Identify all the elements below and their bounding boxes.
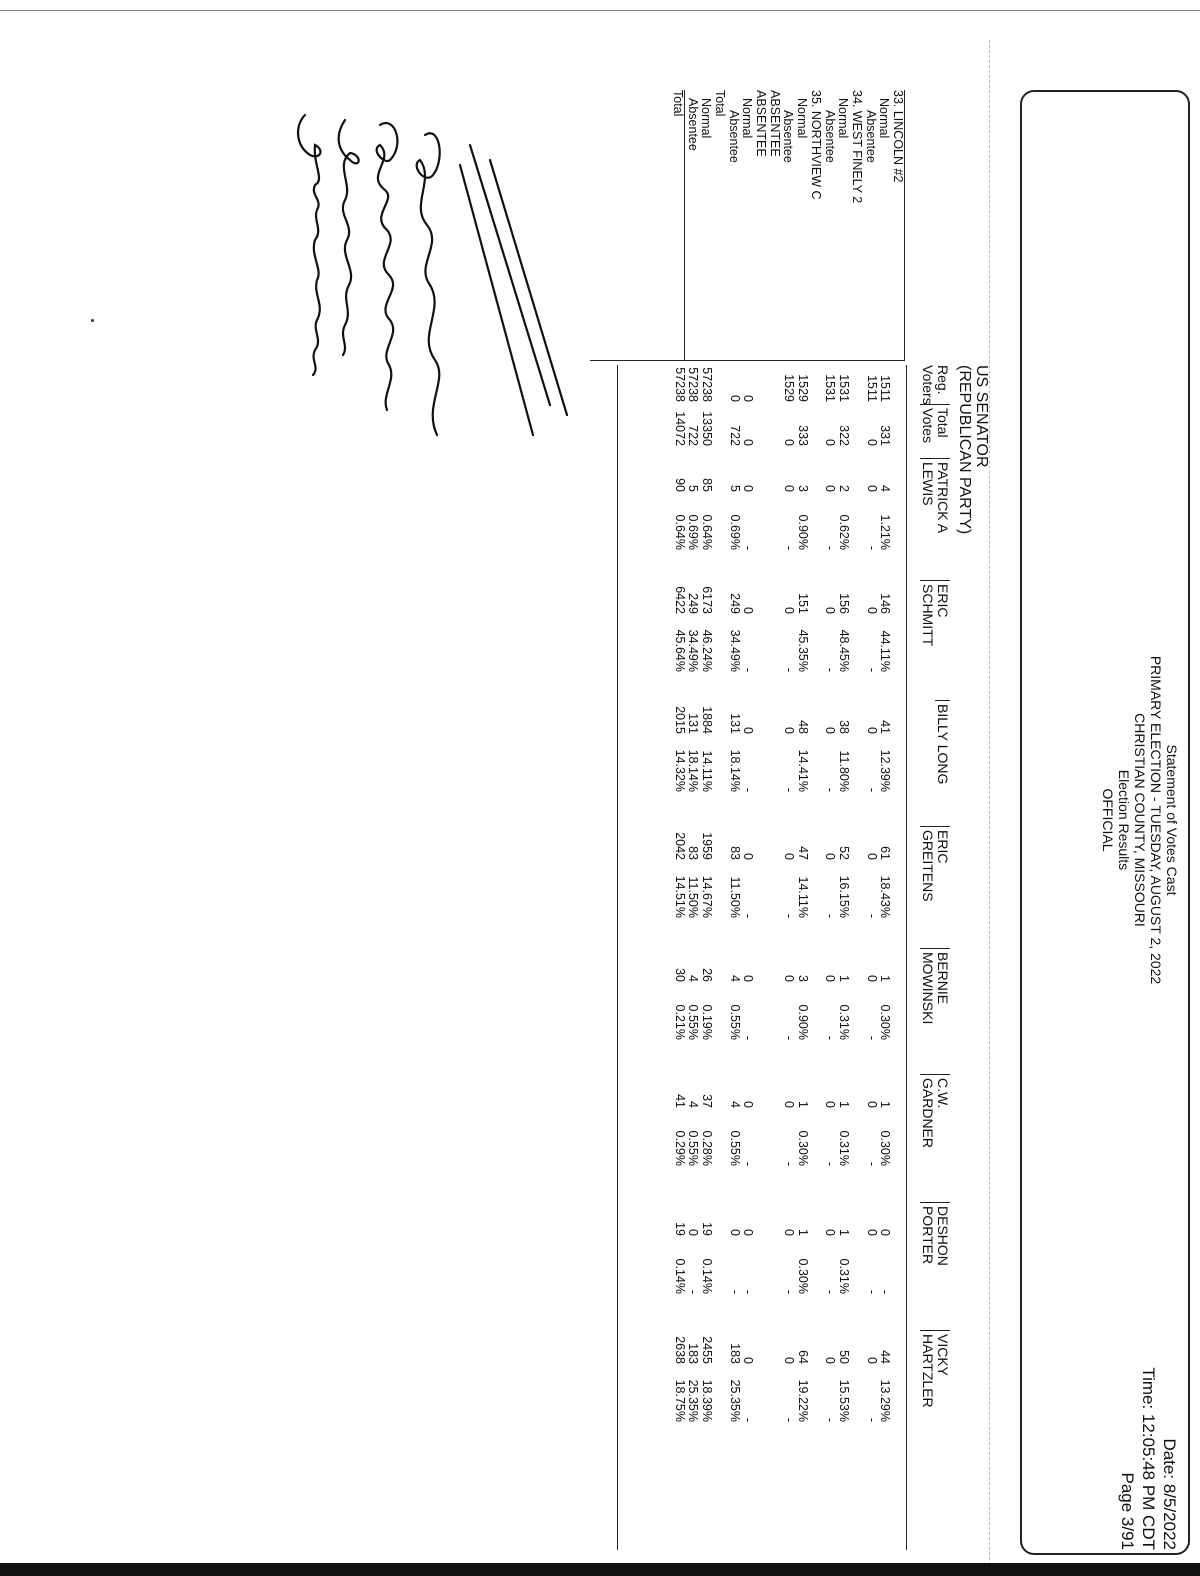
vote-count-cell: 44 (878, 1350, 893, 1364)
vote-count-cell: 47 (796, 846, 811, 860)
col-header-candidate: C.W. GARDNER (920, 1074, 950, 1148)
vote-percent-cell: 0.64% (672, 514, 687, 550)
reg-voters-cell: 1531 (823, 374, 838, 402)
row-label: ABSENTEE (767, 90, 782, 157)
vote-count-cell: 0 (823, 607, 838, 614)
vote-percent-cell: - (782, 545, 797, 550)
col-header-candidate: BERNIE MOWINSKI (920, 948, 950, 1024)
vote-percent-cell: - (823, 667, 838, 672)
report-meta (1117, 1290, 1180, 1550)
vote-percent-cell: - (782, 667, 797, 672)
signatures (265, 105, 585, 465)
vote-percent-cell: 0.30% (796, 1130, 811, 1166)
vote-count-cell: 1 (878, 975, 893, 982)
vote-percent-cell: - (782, 787, 797, 792)
row-label: 33. LINCOLN #2 (891, 90, 905, 183)
col-header-total-votes: Total Votes (920, 404, 950, 443)
vote-count-cell: 0 (864, 1101, 879, 1108)
vote-count-cell: 0 (741, 727, 756, 734)
vote-percent-cell: 14.51% (672, 875, 687, 918)
vote-count-cell: 5 (727, 485, 742, 492)
vote-count-cell: 249 (727, 593, 742, 614)
vote-count-cell: 4 (727, 1101, 742, 1108)
reg-voters-cell: 1531 (837, 374, 852, 402)
vote-count-cell: 1 (796, 1229, 811, 1236)
vote-count-cell: 1959 (700, 832, 715, 860)
vote-percent-cell: 11.80% (837, 750, 852, 792)
col-header-reg-voters: Reg. Voters (920, 365, 951, 405)
vote-count-cell: 249 (686, 593, 701, 614)
vote-percent-cell: - (864, 545, 879, 550)
vote-percent-cell: 0.31% (837, 1130, 852, 1166)
handwritten-signatures (265, 105, 585, 465)
vote-count-cell: 4 (878, 485, 893, 492)
vote-count-cell: 1 (837, 1229, 852, 1236)
report-title: Statement of Votes Cast (1164, 744, 1180, 896)
vote-percent-cell: - (741, 1035, 756, 1040)
vote-count-cell: 6422 (672, 586, 687, 614)
vote-percent-cell: 0.69% (686, 514, 701, 550)
vote-count-cell: 156 (837, 593, 852, 614)
total-votes-cell: 331 (878, 425, 893, 446)
vote-percent-cell: - (864, 667, 879, 672)
vote-percent-cell: - (878, 1289, 893, 1294)
total-votes-cell: 0 (741, 439, 756, 446)
vote-count-cell: 6173 (700, 586, 715, 614)
vote-percent-cell: 0.64% (700, 514, 715, 550)
vote-percent-cell: - (741, 667, 756, 672)
row-label: Normal (699, 98, 714, 139)
vote-count-cell: 183 (727, 1343, 742, 1364)
scan-bottom-edge (0, 1563, 1200, 1576)
vote-count-cell: 0 (782, 1357, 797, 1364)
total-votes-cell: 13350 (700, 411, 715, 446)
report-date: Date: 8/5/2022 (1160, 1438, 1179, 1550)
col-header-candidate: PATRICK A LEWIS (920, 458, 950, 533)
vote-percent-cell: 0.21% (672, 1004, 687, 1040)
row-label: 35. NORTHVIEW C (808, 90, 823, 200)
vote-percent-cell: 0.30% (878, 1004, 893, 1040)
vote-percent-cell: 25.35% (727, 1379, 742, 1422)
row-label: Normal (877, 98, 892, 139)
vote-percent-cell: - (823, 787, 838, 792)
vote-count-cell: 0 (741, 485, 756, 492)
vote-count-cell: 0 (782, 485, 797, 492)
reg-voters-cell: 0 (727, 395, 742, 402)
report-status: OFFICIAL (1100, 788, 1116, 852)
vote-percent-cell: - (823, 1035, 838, 1040)
vote-count-cell: 0 (727, 1229, 742, 1236)
vote-percent-cell: - (782, 913, 797, 918)
vote-percent-cell: 14.41% (796, 749, 811, 792)
vote-count-cell: 131 (686, 713, 701, 734)
total-votes-cell: 14072 (672, 411, 687, 446)
vote-percent-cell: 0.28% (700, 1130, 715, 1166)
vote-count-cell: 0 (782, 1229, 797, 1236)
vote-count-cell: 0 (823, 1357, 838, 1364)
row-labels (670, 90, 905, 360)
vote-count-cell: 0 (864, 1229, 879, 1236)
vote-percent-cell: 0.14% (700, 1258, 715, 1294)
row-label: 34. WEST FINELY 2 (849, 90, 864, 204)
vote-count-cell: 0 (782, 607, 797, 614)
vote-count-cell: 0 (741, 1229, 756, 1236)
vote-count-cell: 0 (864, 727, 879, 734)
divider (989, 40, 990, 1570)
row-label: Normal (740, 98, 755, 139)
vote-count-cell: 26 (700, 968, 715, 982)
vote-count-cell: 0 (823, 485, 838, 492)
vote-percent-cell: - (686, 1289, 701, 1294)
vote-count-cell: 61 (878, 846, 893, 860)
vote-count-cell: 0 (864, 607, 879, 614)
scan-top-edge (0, 0, 1200, 11)
vote-percent-cell: 14.11% (700, 750, 715, 792)
race-title (956, 365, 990, 534)
vote-count-cell: 0 (864, 1357, 879, 1364)
vote-count-cell: 0 (741, 1101, 756, 1108)
header-rule (906, 365, 907, 1550)
vote-percent-cell: - (823, 1417, 838, 1422)
vote-percent-cell: 0.55% (727, 1004, 742, 1040)
vote-percent-cell: 25.35% (686, 1379, 701, 1422)
reg-voters-cell: 0 (741, 395, 756, 402)
row-label: Normal (836, 98, 851, 139)
page-number: Page 3/91 (1118, 1472, 1137, 1550)
vote-count-cell: 3 (796, 975, 811, 982)
vote-percent-cell: - (864, 913, 879, 918)
vote-count-cell: 183 (686, 1343, 701, 1364)
vote-percent-cell: 46.24% (700, 629, 715, 672)
vote-percent-cell: - (782, 1289, 797, 1294)
vote-percent-cell: 11.50% (727, 876, 742, 918)
vote-count-cell: 0 (782, 975, 797, 982)
vote-percent-cell: 11.50% (686, 876, 701, 918)
vote-count-cell: 0 (878, 1229, 893, 1236)
row-label: Total (713, 90, 728, 117)
reg-voters-cell: 57238 (686, 367, 701, 402)
vote-count-cell: 151 (796, 593, 811, 614)
vote-count-cell: 146 (878, 593, 893, 614)
vote-percent-cell: 1.21% (878, 514, 893, 550)
vote-percent-cell: 18.75% (672, 1379, 687, 1422)
vote-count-cell: 50 (837, 1350, 852, 1364)
vote-percent-cell: 0.29% (672, 1130, 687, 1166)
label-column-rule (590, 360, 905, 361)
total-votes-cell: 722 (727, 425, 742, 446)
vote-percent-cell: 14.67% (700, 875, 715, 918)
vote-count-cell: 0 (741, 1357, 756, 1364)
total-votes-cell: 0 (864, 439, 879, 446)
vote-count-cell: 0 (823, 853, 838, 860)
vote-percent-cell: - (782, 1417, 797, 1422)
vote-percent-cell: 0.55% (727, 1130, 742, 1166)
vote-count-cell: 2455 (700, 1336, 715, 1364)
row-label: Absentee (684, 90, 699, 360)
vote-percent-cell: 19.22% (796, 1379, 811, 1422)
vote-percent-cell: 0.31% (837, 1004, 852, 1040)
vote-percent-cell: 45.64% (672, 629, 687, 672)
vote-percent-cell: 0.69% (727, 514, 742, 550)
total-rule (617, 365, 618, 1550)
col-header-candidate: ERIC GREITENS (920, 826, 950, 902)
vote-percent-cell: 18.39% (700, 1379, 715, 1422)
vote-percent-cell: - (741, 1417, 756, 1422)
vote-count-cell: 0 (686, 1229, 701, 1236)
vote-count-cell: 19 (672, 1222, 687, 1236)
vote-percent-cell: 14.11% (796, 876, 811, 918)
vote-percent-cell: 0.14% (672, 1258, 687, 1294)
vote-count-cell: 0 (782, 853, 797, 860)
report-subtitle: Election Results (1116, 769, 1132, 871)
row-label: Total (671, 90, 685, 117)
vote-count-cell: 0 (741, 975, 756, 982)
row-label: Absentee (726, 110, 741, 163)
county-name: CHRISTIAN COUNTY, MISSOURI (1132, 713, 1148, 927)
vote-percent-cell: 12.39% (878, 749, 893, 792)
vote-percent-cell: 0.90% (796, 1004, 811, 1040)
vote-count-cell: 2638 (672, 1336, 687, 1364)
vote-percent-cell: - (823, 545, 838, 550)
vote-count-cell: 0 (741, 607, 756, 614)
vote-percent-cell: - (741, 545, 756, 550)
vote-percent-cell: 0.90% (796, 514, 811, 550)
vote-count-cell: 0 (864, 853, 879, 860)
row-label: Absentee (863, 110, 878, 163)
vote-percent-cell: 45.35% (796, 629, 811, 672)
race-name: US SENATOR (973, 365, 990, 468)
vote-count-cell: 83 (727, 846, 742, 860)
vote-count-cell: 5 (686, 485, 701, 492)
vote-percent-cell: - (727, 1289, 742, 1294)
race-party: (REPUBLICAN PARTY) (956, 365, 973, 535)
col-header-candidate: DESHON PORTER (920, 1202, 950, 1266)
vote-count-cell: 0 (823, 975, 838, 982)
row-label: Absentee (781, 110, 796, 163)
col-header-candidate: BILLY LONG (935, 700, 950, 784)
total-votes-cell: 322 (837, 425, 852, 446)
report-header (1100, 540, 1180, 1100)
vote-percent-cell: - (823, 1161, 838, 1166)
vote-percent-cell: - (741, 913, 756, 918)
report-sheet (5, 40, 1195, 1570)
vote-count-cell: 1884 (700, 706, 715, 734)
vote-percent-cell: 18.14% (686, 749, 701, 792)
vote-count-cell: 4 (686, 975, 701, 982)
total-votes-cell: 0 (823, 439, 838, 446)
vote-percent-cell: - (823, 1289, 838, 1294)
vote-count-cell: 2015 (672, 706, 687, 734)
vote-count-cell: 41 (672, 1094, 687, 1108)
col-header-candidate: ERIC SCHMITT (920, 580, 950, 646)
vote-percent-cell: 0.55% (686, 1130, 701, 1166)
vote-count-cell: 0 (823, 1229, 838, 1236)
vote-percent-cell: 15.53% (837, 1379, 852, 1422)
vote-percent-cell: - (864, 1289, 879, 1294)
row-label: ABSENTEE (754, 90, 769, 157)
vote-count-cell: 19 (700, 1222, 715, 1236)
total-votes-cell: 0 (782, 439, 797, 446)
vote-count-cell: 0 (864, 485, 879, 492)
vote-percent-cell: 0.19% (700, 1004, 715, 1040)
vote-percent-cell: 34.49% (686, 629, 701, 672)
reg-voters-cell: 57238 (672, 367, 687, 402)
vote-percent-cell: 13.29% (878, 1379, 893, 1422)
vote-percent-cell: - (782, 1161, 797, 1166)
vote-count-cell: 0 (741, 853, 756, 860)
vote-percent-cell: - (864, 1417, 879, 1422)
vote-percent-cell: - (864, 1035, 879, 1040)
vote-count-cell: 52 (837, 846, 852, 860)
vote-percent-cell: - (864, 787, 879, 792)
vote-percent-cell: 0.62% (837, 514, 852, 550)
vote-count-cell: 4 (686, 1101, 701, 1108)
reg-voters-cell: 1529 (796, 374, 811, 402)
vote-count-cell: 37 (700, 1094, 715, 1108)
vote-percent-cell: 34.49% (727, 629, 742, 672)
reg-voters-cell: 1529 (782, 374, 797, 402)
vote-count-cell: 38 (837, 720, 852, 734)
reg-voters-cell: 1511 (878, 375, 893, 402)
reg-voters-cell: 1511 (864, 375, 879, 402)
vote-count-cell: 3 (796, 485, 811, 492)
vote-count-cell: 4 (727, 975, 742, 982)
vote-percent-cell: - (741, 1161, 756, 1166)
vote-count-cell: 1 (837, 975, 852, 982)
vote-percent-cell: 18.43% (878, 875, 893, 918)
row-label: Absentee (822, 110, 837, 163)
vote-percent-cell: 44.11% (878, 630, 893, 672)
vote-count-cell: 41 (878, 720, 893, 734)
vote-count-cell: 0 (823, 727, 838, 734)
vote-percent-cell: 48.45% (837, 629, 852, 672)
col-header-candidate: VICKY HARTZLER (920, 1330, 950, 1408)
vote-count-cell: 85 (700, 478, 715, 492)
vote-percent-cell: 14.32% (672, 749, 687, 792)
vote-count-cell: 0 (782, 727, 797, 734)
vote-count-cell: 1 (796, 1101, 811, 1108)
vote-percent-cell: - (864, 1161, 879, 1166)
total-votes-cell: 333 (796, 425, 811, 446)
vote-count-cell: 1 (878, 1101, 893, 1108)
vote-percent-cell: 18.14% (727, 749, 742, 792)
vote-count-cell: 2 (837, 485, 852, 492)
vote-count-cell: 83 (686, 846, 701, 860)
vote-count-cell: 0 (864, 975, 879, 982)
vote-percent-cell: - (823, 913, 838, 918)
reg-voters-cell: 57238 (700, 367, 715, 402)
vote-percent-cell: 16.15% (837, 875, 852, 918)
vote-count-cell: 0 (782, 1101, 797, 1108)
vote-count-cell: 131 (727, 713, 742, 734)
report-time: Time: 12:05:48 PM CDT (1139, 1367, 1158, 1550)
row-label: Normal (795, 98, 810, 139)
vote-count-cell: 64 (796, 1350, 811, 1364)
total-votes-cell: 722 (686, 425, 701, 446)
vote-count-cell: 30 (672, 968, 687, 982)
vote-count-cell: 0 (823, 1101, 838, 1108)
vote-percent-cell: 0.55% (686, 1004, 701, 1040)
vote-percent-cell: - (741, 1289, 756, 1294)
election-name: PRIMARY ELECTION - TUESDAY, AUGUST 2, 2022 (1148, 655, 1164, 985)
vote-count-cell: 90 (672, 478, 687, 492)
vote-count-cell: 1 (837, 1101, 852, 1108)
vote-count-cell: 48 (796, 720, 811, 734)
vote-percent-cell: - (782, 1035, 797, 1040)
vote-count-cell: 2042 (672, 832, 687, 860)
vote-percent-cell: 0.31% (837, 1258, 852, 1294)
vote-percent-cell: - (741, 787, 756, 792)
vote-percent-cell: 0.30% (878, 1130, 893, 1166)
vote-percent-cell: 0.30% (796, 1258, 811, 1294)
